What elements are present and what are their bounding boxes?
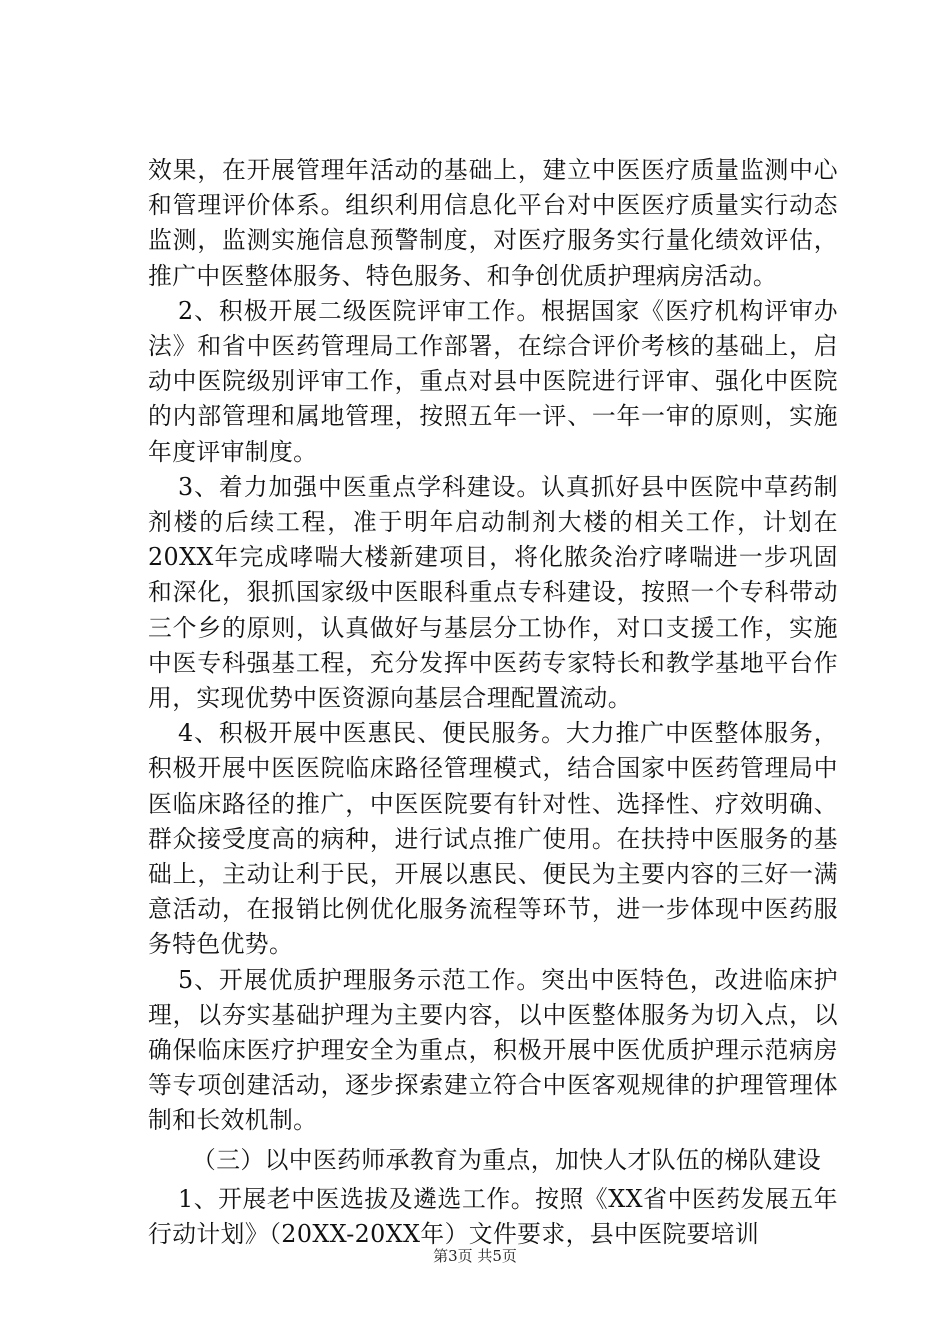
document-body	[148, 153, 838, 1252]
paragraph-continuation: 效果，在开展管理年活动的基础上，建立中医医疗质量监测中心和管理评价体系。组织利用信息化平台对中医医疗质量实行动态监测，监测实施信息预警制度，对医疗服务实行量化绩效评估，推广中医整体服务、特色服务、和争创优质护理病房活动。	[148, 156, 838, 290]
section-heading: （三）以中医药师承教育为重点，加快人才队伍的梯队建设	[192, 1145, 822, 1174]
paragraph-item-5: 5、开展优质护理服务示范工作。突出中医特色，改进临床护理，以夯实基础护理为主要内容，以中医整体服务为切入点，以确保临床医疗护理安全为重点，积极开展中医优质护理示范病房等专项创建活动，逐步探索建立符合中医客观规律的护理管理体制和长效机制。	[148, 965, 838, 1135]
paragraph-item-4: 4、积极开展中医惠民、便民服务。大力推广中医整体服务，积极开展中医医院临床路径管理模式，结合国家中医药管理局中医临床路径的推广，中医医院要有针对性、选择性、疗效明确、群众接受度高的病种，进行试点推广使用。在扶持中医服务的基础上，主动让利于民，开展以惠民、便民为主要内容的三好一满意活动，在报销比例优化服务流程等环节，进一步体现中医药服务特色优势。	[148, 719, 838, 959]
paragraph-item-2: 2、积极开展二级医院评审工作。根据国家《医疗机构评审办法》和省中医药管理局工作部署，在综合评价考核的基础上，启动中医院级别评审工作，重点对县中医院进行评审、强化中医院的内部管理和属地管理，按照五年一评、一年一审的原则，实施年度评审制度。	[148, 296, 838, 466]
page-number-footer: 第3页 共5页	[433, 1247, 517, 1265]
paragraph-item-3: 3、着力加强中医重点学科建设。认真抓好县中医院中草药制剂楼的后续工程，准于明年启动制剂大楼的相关工作，计划在20XX年完成哮喘大楼新建项目，将化脓灸治疗哮喘进一步巩固和深化，狠抓国家级中医眼科重点专科建设，按照一个专科带动三个乡的原则，认真做好与基层分工协作，对口支援工作，实施中医专科强基工程，充分发挥中医药专家特长和教学基地平台作用，实现优势中医资源向基层合理配置流动。	[148, 472, 838, 713]
paragraph-item-1: 1、开展老中医选拔及遴选工作。按照《XX省中医药发展五年行动计划》（20XX-20XX年）文件要求，县中医院要培训	[148, 1184, 838, 1249]
